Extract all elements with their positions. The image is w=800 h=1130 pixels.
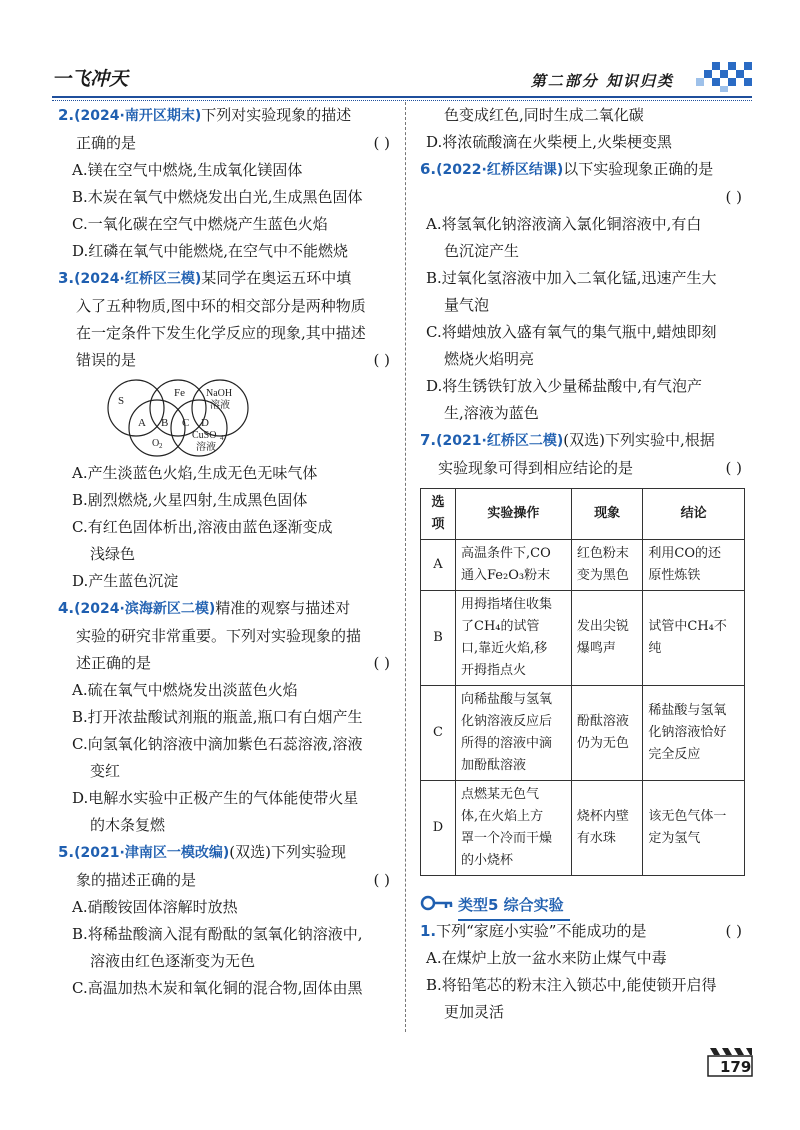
label-s: S — [118, 395, 125, 407]
question-stem: 精准的观察与描述对 — [215, 599, 351, 617]
answer-blank: ( ) — [725, 459, 742, 477]
olympic-rings-diagram — [98, 378, 298, 458]
question-source: (2021·津南区一模改编) — [74, 845, 230, 861]
label-cuso4: CuSO — [192, 430, 217, 441]
question-source: (2024·南开区期末) — [74, 108, 202, 124]
option-b: B.剧烈燃烧,火星四射,生成黑色固体 — [72, 491, 308, 509]
cell-option: B — [421, 591, 456, 686]
option-b-cont: 量气泡 — [444, 296, 490, 314]
option-a: A.在煤炉上放一盆水来防止煤气中毒 — [426, 949, 667, 967]
table-row — [421, 781, 745, 876]
label-a: A — [138, 417, 146, 429]
question-number: 3. — [58, 269, 75, 287]
header-rule — [52, 96, 752, 98]
question-3 — [58, 265, 398, 595]
option-c: C.一氧化碳在空气中燃烧产生蓝色火焰 — [72, 215, 328, 233]
option-d: D.红磷在氧气中能燃烧,在空气中不能燃烧 — [72, 242, 349, 260]
label-c: C — [182, 417, 190, 429]
label-o2: O — [152, 438, 160, 449]
answer-blank: ( ) — [725, 188, 742, 206]
page-number: 179 — [720, 1058, 752, 1076]
option-d: D.将生锈铁钉放入少量稀盐酸中,有气泡产 — [426, 377, 703, 395]
option-c: C.向氢氧化钠溶液中滴加紫色石蕊溶液,溶液 — [72, 735, 363, 753]
option-c: C.有红色固体析出,溶液由蓝色逐渐变成 — [72, 518, 333, 536]
section-heading — [420, 890, 750, 918]
cell-conclusion — [643, 540, 745, 591]
cell-option: C — [421, 686, 456, 781]
key-icon — [420, 892, 454, 914]
cell-conclusion-line: 试管中CH₄不 — [648, 619, 727, 634]
cell-operation — [456, 686, 572, 781]
cell-phenomenon-line: 红色粉末 — [576, 546, 629, 561]
label-naoh-solution: 溶液 — [210, 400, 230, 411]
cell-conclusion-line: 利用CO的还 — [648, 546, 721, 561]
question-2 — [58, 102, 398, 265]
cell-conclusion — [643, 686, 745, 781]
answer-blank: ( ) — [725, 922, 742, 940]
cell-operation-line: 化钠溶液反应后 — [461, 714, 553, 729]
question-source: (2021·红桥区二模) — [436, 433, 564, 449]
question-stem: 某同学在奥运五环中填 — [201, 269, 352, 287]
option-b: B.打开浓盐酸试剂瓶的瓶盖,瓶口有白烟产生 — [72, 708, 363, 726]
option-b-cont: 溶液由红色逐渐变为无色 — [90, 952, 256, 970]
label-cuso4-sub: 4 — [220, 434, 224, 442]
option-b: B.过氧化氢溶液中加入二氧化锰,迅速产生大 — [426, 269, 717, 287]
page-header — [52, 58, 752, 100]
cell-option: A — [421, 540, 456, 591]
question-stem: 实验现象可得到相应结论的是 — [438, 459, 634, 477]
question-7 — [420, 427, 750, 876]
cell-operation — [456, 591, 572, 686]
cell-operation-line: 体,在火焰上方 — [461, 809, 544, 824]
col-header-option: 选项 — [421, 489, 456, 540]
cell-phenomenon-line: 烧杯内壁 — [576, 809, 629, 824]
checker-decoration-icon — [692, 58, 752, 94]
cell-operation-line: 的小烧杯 — [461, 853, 514, 868]
cell-operation-line: 向稀盐酸与氢氧 — [461, 692, 553, 707]
option-a-cont: 色沉淀产生 — [444, 242, 520, 260]
page-number-badge — [706, 1048, 754, 1078]
answer-blank: ( ) — [373, 654, 390, 672]
question-5 — [58, 839, 398, 1002]
cell-operation-line: 用拇指堵住收集 — [461, 597, 553, 612]
label-b: B — [161, 417, 169, 429]
col-header-phenomenon: 现象 — [571, 489, 643, 540]
option-d: D.将浓硫酸滴在火柴梗上,火柴梗变黑 — [426, 133, 673, 151]
cell-phenomenon-line: 发出尖锐 — [576, 619, 629, 634]
cell-phenomenon-line: 有水珠 — [576, 831, 616, 846]
left-column — [58, 102, 398, 1002]
option-b-cont: 更加灵活 — [444, 1003, 505, 1021]
question-stem: 正确的是 — [76, 134, 137, 152]
cell-operation-line: 加酚酞溶液 — [461, 758, 527, 773]
question-source: (2024·滨海新区二模) — [74, 601, 216, 617]
question-number: 6. — [420, 160, 437, 178]
column-divider — [405, 102, 406, 1032]
cell-operation-line: 开拇指点火 — [461, 663, 527, 678]
cell-conclusion-line: 化钠溶液恰好 — [648, 725, 727, 740]
option-a: A.产生淡蓝色火焰,生成无色无味气体 — [72, 464, 318, 482]
option-b: B.木炭在氧气中燃烧发出白光,生成黑色固体 — [72, 188, 363, 206]
cell-operation — [456, 781, 572, 876]
cell-phenomenon — [571, 686, 643, 781]
question-number: 7. — [420, 431, 437, 449]
cell-conclusion — [643, 591, 745, 686]
cell-operation-line: 高温条件下,CO — [461, 546, 551, 561]
cell-operation-line: 罩一个冷而干燥 — [461, 831, 553, 846]
cell-conclusion-line: 完全反应 — [648, 747, 701, 762]
cell-phenomenon-line: 爆鸣声 — [576, 641, 616, 656]
right-column — [420, 102, 750, 1026]
label-fe: Fe — [174, 387, 185, 399]
option-d-cont: 的木条复燃 — [90, 816, 166, 834]
table-header-row — [421, 489, 745, 540]
cell-operation-line: 通入Fe₂O₃粉末 — [461, 568, 551, 583]
col-header-operation: 实验操作 — [456, 489, 572, 540]
section-title: 第二部分 知识归类 — [530, 72, 674, 90]
question-stem: 下列“家庭小实验”不能成功的是 — [436, 922, 647, 940]
table-row — [421, 540, 745, 591]
option-d: D.电解水实验中正极产生的气体能使带火星 — [72, 789, 359, 807]
cell-operation-line: 点燃某无色气 — [461, 787, 540, 802]
question-stem: 下列对实验现象的描述 — [201, 106, 352, 124]
label-o2-sub: 2 — [159, 442, 163, 450]
option-c-cont: 变红 — [90, 762, 121, 780]
cell-operation-line: 了CH₄的试管 — [461, 619, 540, 634]
option-a: A.硝酸铵固体溶解时放热 — [72, 898, 238, 916]
question-6 — [420, 156, 750, 427]
question-number: 4. — [58, 599, 75, 617]
question-stem: 以下实验现象正确的是 — [563, 160, 714, 178]
option-c-cont: 色变成红色,同时生成二氧化碳 — [444, 106, 644, 124]
answer-blank: ( ) — [373, 134, 390, 152]
question-source: (2022·红桥区结课) — [436, 162, 564, 178]
cell-operation — [456, 540, 572, 591]
question-number: 1. — [420, 922, 437, 940]
cell-option: D — [421, 781, 456, 876]
question-stem: 入了五种物质,图中环的相交部分是两种物质 — [76, 297, 366, 315]
question-stem: 实验的研究非常重要。下列对实验现象的描 — [76, 627, 362, 645]
cell-operation-line: 所得的溶液中滴 — [461, 736, 553, 751]
table-row — [421, 591, 745, 686]
label-d: D — [201, 417, 209, 429]
cell-operation-line: 口,靠近火焰,移 — [461, 641, 548, 656]
question-source: (2024·红桥区三模) — [74, 271, 202, 287]
cell-phenomenon-line: 仍为无色 — [576, 736, 629, 751]
cell-conclusion-line: 纯 — [648, 641, 662, 656]
option-d: D.产生蓝色沉淀 — [72, 572, 179, 590]
cell-phenomenon-line: 酚酞溶液 — [576, 714, 629, 729]
option-c-cont: 燃烧火焰明亮 — [444, 350, 535, 368]
table-row — [421, 686, 745, 781]
option-d-cont: 生,溶液为蓝色 — [444, 404, 539, 422]
question-stem: 在一定条件下发生化学反应的现象,其中描述 — [76, 324, 366, 342]
question-s1 — [420, 918, 750, 1026]
header-rule-dotted — [52, 100, 752, 101]
cell-conclusion-line: 稀盐酸与氢氧 — [648, 703, 727, 718]
label-cuso4-solution: 溶液 — [196, 442, 216, 453]
option-c: C.高温加热木炭和氧化铜的混合物,固体由黑 — [72, 979, 363, 997]
col-header-conclusion: 结论 — [643, 489, 745, 540]
question-number: 5. — [58, 843, 75, 861]
question-stem: 错误的是 — [76, 351, 137, 369]
cell-conclusion — [643, 781, 745, 876]
question-stem: 象的描述正确的是 — [76, 871, 197, 889]
cell-conclusion-line: 该无色气体一 — [648, 809, 727, 824]
option-b: B.将稀盐酸滴入混有酚酞的氢氧化钠溶液中, — [72, 925, 363, 943]
answer-blank: ( ) — [373, 871, 390, 889]
question-number: 2. — [58, 106, 75, 124]
question-stem: 述正确的是 — [76, 654, 152, 672]
cell-conclusion-line: 定为氢气 — [648, 831, 701, 846]
option-a: A.硫在氧气中燃烧发出淡蓝色火焰 — [72, 681, 298, 699]
option-a: A.镁在空气中燃烧,生成氧化镁固体 — [72, 161, 303, 179]
cell-phenomenon — [571, 781, 643, 876]
label-naoh: NaOH — [206, 388, 233, 399]
answer-blank: ( ) — [373, 351, 390, 369]
option-a: A.将氢氧化钠溶液滴入氯化铜溶液中,有白 — [426, 215, 702, 233]
ring-s — [108, 380, 164, 436]
cell-conclusion-line: 原性炼铁 — [648, 568, 701, 583]
question-4 — [58, 595, 398, 839]
option-b: B.将铅笔芯的粉末注入锁芯中,能使锁开启得 — [426, 976, 717, 994]
cell-phenomenon-line: 变为黑色 — [576, 568, 629, 583]
option-c-cont: 浅绿色 — [90, 545, 136, 563]
cell-phenomenon — [571, 540, 643, 591]
cell-phenomenon — [571, 591, 643, 686]
option-c: C.将蜡烛放入盛有氧气的集气瓶中,蜡烛即刻 — [426, 323, 717, 341]
experiment-table — [420, 488, 745, 876]
book-logo: 一飞冲天 — [52, 68, 129, 90]
section-title: 类型5 综合实验 — [458, 892, 570, 921]
question-stem: (双选)下列实验现 — [229, 843, 346, 861]
question-stem: (双选)下列实验中,根据 — [563, 431, 715, 449]
